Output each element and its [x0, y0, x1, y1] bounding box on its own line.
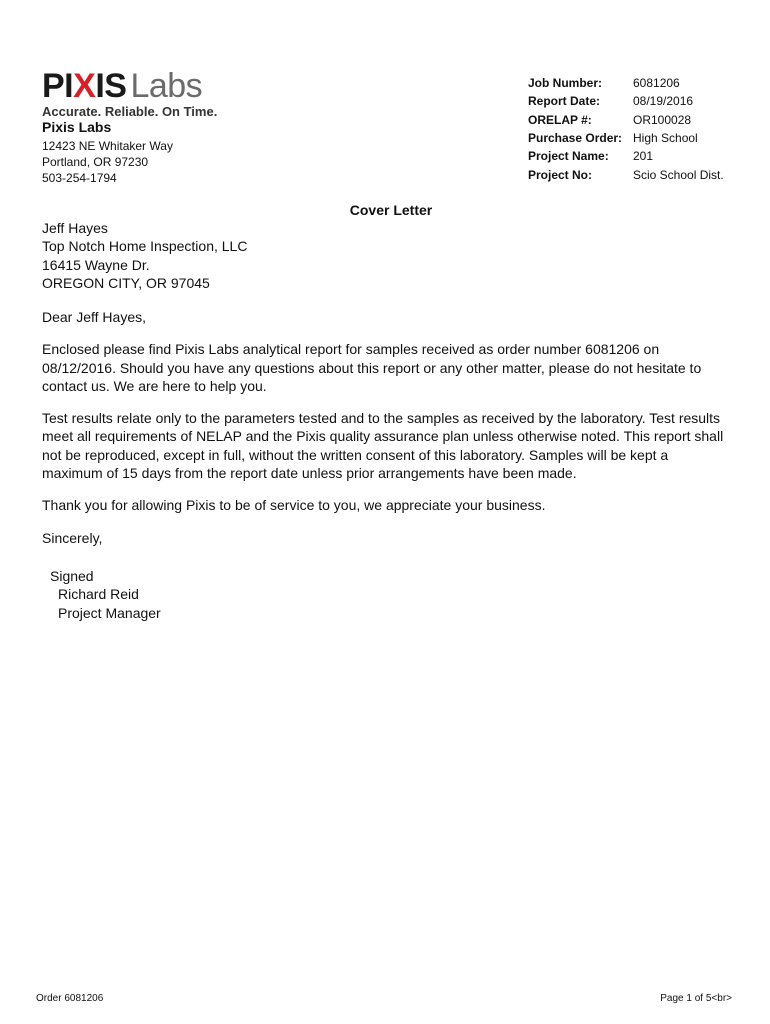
recipient-block	[42, 219, 247, 292]
meta-label: ORELAP #:	[528, 112, 592, 127]
paragraph-test-results: Test results relate only to the parameters tested and to the samples as received by the laboratory. Test results meet all requirements of NELAP and the Pixis quality assurance plan unless otherwise noted. This report shall not be reproduced, except in full, without the written consent of this laboratory. Samples will be kept a maximum of 15 days from the report date unless prior arrangements have been made.	[42, 410, 724, 482]
signer-name: Richard Reid	[58, 586, 139, 603]
meta-label: Report Date:	[528, 94, 601, 109]
meta-row-report-date	[528, 92, 724, 110]
signature-block	[50, 567, 161, 622]
meta-row-job-number	[528, 74, 724, 92]
meta-value: High School	[633, 131, 698, 146]
meta-row-orelap	[528, 111, 724, 129]
meta-label: Project Name:	[528, 149, 609, 164]
recipient-company: Top Notch Home Inspection, LLC	[42, 238, 248, 255]
logo-tagline: Accurate. Reliable. On Time.	[42, 104, 218, 119]
meta-value: OR100028	[633, 112, 692, 127]
letter-body	[42, 308, 732, 561]
report-meta-table	[528, 74, 724, 184]
company-name: Pixis Labs	[42, 119, 112, 135]
logo-pixis-text: PIXIS	[42, 67, 127, 105]
meta-label: Project No:	[528, 167, 593, 182]
meta-label: Purchase Order:	[528, 131, 623, 146]
company-phone: 503-254-1794	[42, 171, 117, 185]
logo-labs-text: Labs	[130, 67, 203, 105]
signed-label: Signed	[50, 568, 94, 584]
company-address-line2: Portland, OR 97230	[42, 155, 149, 169]
footer-order-number: Order 6081206	[36, 993, 104, 1004]
recipient-street: 16415 Wayne Dr.	[42, 256, 150, 273]
meta-value: Scio School Dist.	[633, 167, 724, 182]
meta-value: 6081206	[633, 76, 680, 91]
recipient-name: Jeff Hayes	[42, 220, 108, 236]
meta-row-project-no	[528, 165, 724, 183]
recipient-city: OREGON CITY, OR 97045	[42, 274, 210, 291]
meta-value: 08/19/2016	[633, 94, 694, 109]
salutation: Dear Jeff Hayes,	[42, 309, 147, 325]
closing: Sincerely,	[42, 529, 103, 546]
paragraph-enclosed: Enclosed please find Pixis Labs analytical report for samples received as order number 6081206 on 08/12/2016. Should you have any questions about this report or any other matter, please do not hesitate to contact us. We are here to help you.	[42, 341, 702, 394]
meta-value: 201	[633, 149, 654, 164]
company-block	[42, 119, 173, 186]
footer-page-number: Page 1 of 5<br>	[660, 993, 732, 1004]
paragraph-thanks: Thank you for allowing Pixis to be of service to you, we appreciate your business.	[42, 497, 546, 514]
meta-row-project-name	[528, 147, 724, 165]
pixis-labs-logo	[42, 68, 232, 119]
logo-wordmark	[42, 68, 232, 104]
meta-row-purchase-order	[528, 129, 724, 147]
meta-label: Job Number:	[528, 76, 603, 91]
company-address-line1: 12423 NE Whitaker Way	[42, 139, 173, 153]
document-title: Cover Letter	[349, 202, 433, 218]
signer-role: Project Manager	[58, 604, 161, 621]
